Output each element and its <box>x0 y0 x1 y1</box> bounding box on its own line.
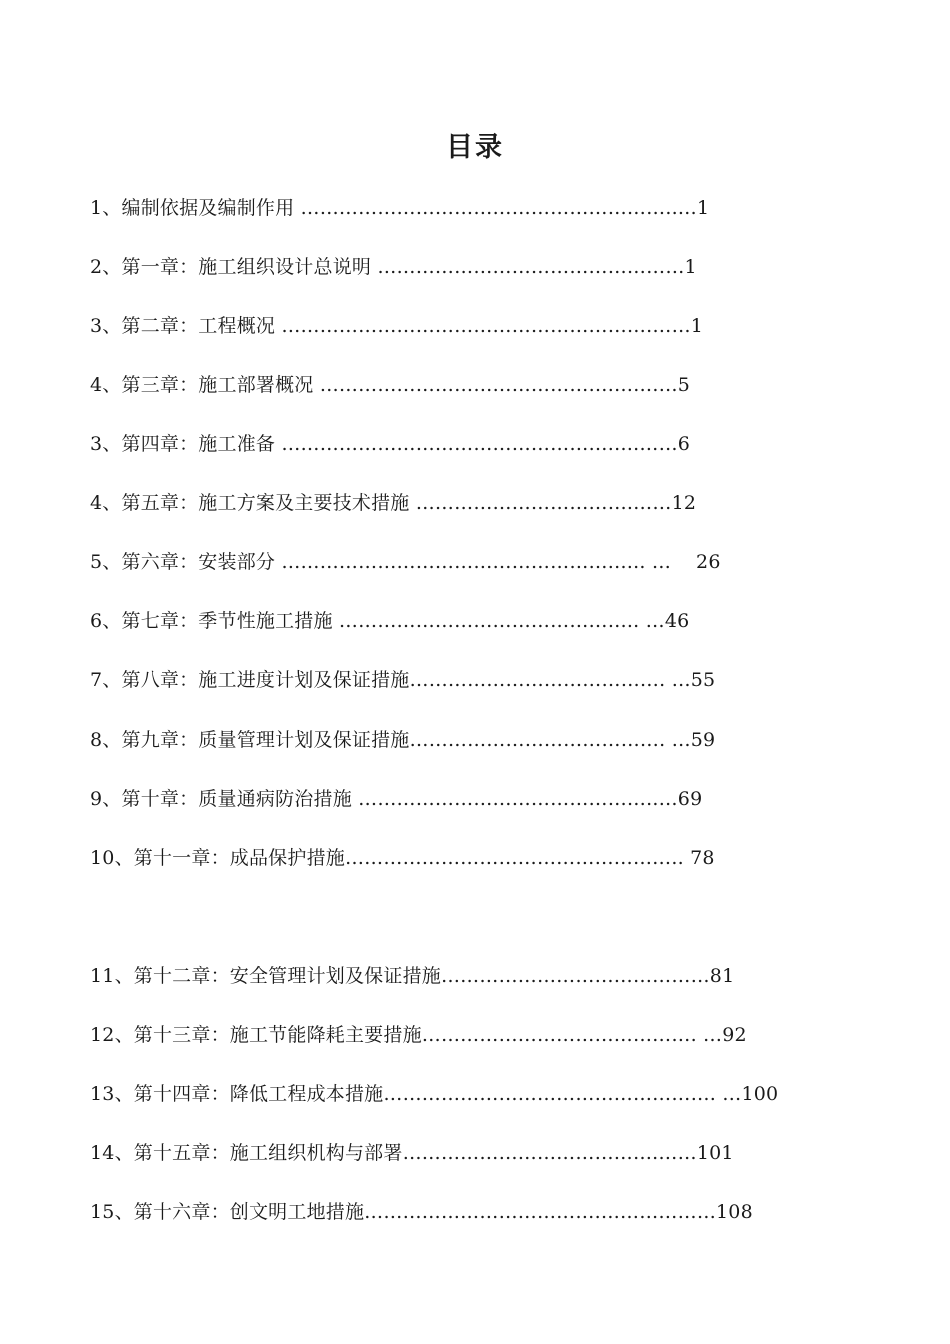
toc-entry-12: 10、第十一章：成品保护措施…………………………………………….. 78 <box>90 847 715 869</box>
toc-entry-4: 4、第三章：施工部署概况 ……………………………………….…….…5 <box>90 374 691 396</box>
toc-entry-10: 8、第九章：质量管理计划及保证措施…………………………………. …59 <box>90 729 716 751</box>
toc-entry-7: 5、第六章：安装部分 …………………………………………….….. … 26 <box>90 551 721 573</box>
toc-entry-14: 12、第十三章：施工节能降耗主要措施……………………………………. …92 <box>90 1024 747 1046</box>
toc-entry-5: 3、第四章：施工准备 …………………………………………….….……6 <box>90 433 691 455</box>
toc-entry-8: 6、第七章：季节性施工措施 ……………………………………….. …46 <box>90 610 690 632</box>
toc-entry-2: 2、第一章：施工组织设计总说明 …………………………………………1 <box>90 256 697 278</box>
toc-title: 目录 <box>446 132 504 163</box>
toc-entry-3: 3、第二章：工程概况 ………………………………………………….……1 <box>90 315 704 337</box>
toc-entry-9: 7、第八章：施工进度计划及保证措施…………………………………. …55 <box>90 669 716 691</box>
toc-entry-16: 14、第十五章：施工组织机构与部署………………………………….……101 <box>90 1142 734 1164</box>
toc-entry-15: 13、第十四章：降低工程成本措施……………………………………………. …100 <box>90 1083 779 1105</box>
toc-entry-1: 1、编制依据及编制作用 …………………………………………………..…1 <box>90 197 710 219</box>
toc-entry-6: 4、第五章：施工方案及主要技术措施 …………………………….……12 <box>90 492 697 514</box>
toc-entry-13: 11、第十二章：安全管理计划及保证措施……………………………………81 <box>90 965 735 987</box>
toc-entry-11: 9、第十章：质量通病防治措施 ………………………………………..…69 <box>90 788 703 810</box>
toc-entry-17: 15、第十六章：创文明工地措施……………………………….………………108 <box>90 1201 753 1223</box>
